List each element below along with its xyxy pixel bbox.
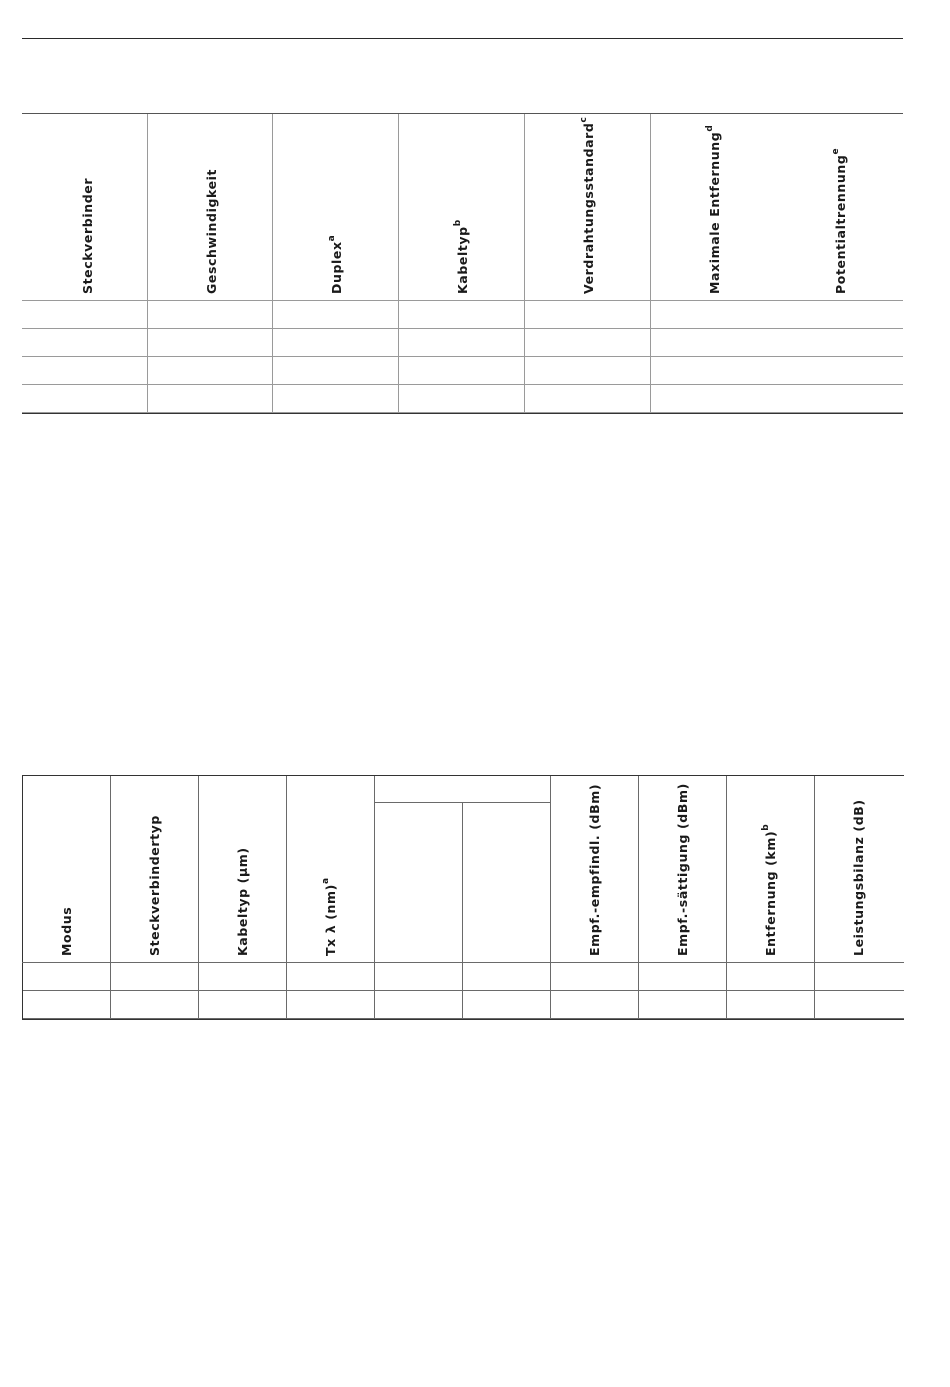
table-cell	[375, 991, 463, 1018]
header-kabeltyp: Kabeltyp$^b$	[452, 219, 470, 294]
header-tx-lambda: Tx λ (nm)$^a$	[320, 877, 338, 956]
table-row	[23, 963, 904, 992]
table-cell	[148, 357, 273, 385]
table-cell	[463, 963, 550, 990]
header-entfernung-km: Entfernung (km)$^b$	[760, 823, 778, 956]
optical-spec-table	[22, 775, 904, 1020]
table-row	[22, 385, 903, 414]
top-rule	[22, 38, 903, 39]
table-cell	[287, 963, 375, 991]
table-cell	[525, 385, 651, 413]
table-cell	[399, 329, 525, 357]
table-cell	[525, 301, 651, 329]
table-cell	[199, 963, 287, 991]
header-cell	[273, 114, 399, 301]
table-cell	[23, 991, 111, 1019]
table-cell	[22, 357, 148, 385]
table-cell	[651, 385, 903, 413]
table-cell	[551, 963, 639, 991]
table-row	[22, 357, 903, 385]
header-subcell-1	[375, 803, 463, 962]
header-steckverbindertyp: Steckverbindertyp	[146, 815, 162, 956]
table-cell	[639, 991, 727, 1019]
header-empf-saettigung: Empf.-sättigung (dBm)	[674, 783, 690, 956]
table-cell	[23, 963, 111, 991]
table-cell	[551, 991, 639, 1019]
table-cell	[375, 963, 463, 990]
table-cell	[525, 357, 651, 385]
header-cell	[22, 114, 148, 301]
table-header-row	[23, 776, 904, 963]
header-cell	[287, 776, 375, 963]
table-header-row	[22, 114, 903, 301]
table-cell	[22, 329, 148, 357]
header-modus: Modus	[59, 906, 74, 956]
table-cell	[525, 329, 651, 357]
header-cell	[815, 776, 904, 963]
header-potentialtrennung: Potentialtrennung$^e$	[830, 147, 848, 294]
header-cell	[23, 776, 111, 963]
header-cell	[551, 776, 639, 963]
table-cell	[651, 301, 903, 329]
table-cell	[148, 385, 273, 413]
header-geschwindigkeit: Geschwindigkeit	[204, 168, 219, 294]
table-cell	[463, 991, 550, 1018]
table-cell	[273, 301, 399, 329]
table-cell	[273, 329, 399, 357]
header-cell	[651, 114, 777, 301]
table-row	[23, 991, 904, 1020]
table-cell	[148, 301, 273, 329]
header-cell	[639, 776, 727, 963]
table-cell	[287, 991, 375, 1019]
header-cell	[399, 114, 525, 301]
table-cell	[273, 357, 399, 385]
table-cell	[148, 329, 273, 357]
table-cell	[22, 385, 148, 413]
table-cell-pair	[375, 991, 551, 1019]
table-cell	[273, 385, 399, 413]
header-cell	[777, 114, 903, 301]
header-cell	[727, 776, 815, 963]
header-verdrahtungsstandard: Verdrahtungsstandard$^c$	[578, 116, 596, 294]
table-cell	[727, 963, 815, 991]
table-cell	[727, 991, 815, 1019]
header-group-top	[375, 776, 550, 803]
header-subcell-2	[463, 803, 550, 962]
header-cell	[111, 776, 199, 963]
header-leistungsbilanz: Leistungsbilanz (dB)	[850, 799, 866, 956]
table-cell	[199, 991, 287, 1019]
header-duplex: Duplex$^a$	[326, 234, 344, 294]
header-group-cell	[375, 776, 551, 963]
table-cell	[651, 329, 903, 357]
table-cell	[651, 357, 903, 385]
table-cell	[111, 963, 199, 991]
table-row	[22, 301, 903, 330]
header-steckverbinder: Steckverbinder	[80, 177, 95, 294]
table-cell	[22, 301, 148, 329]
table-cell	[399, 385, 525, 413]
header-cell	[148, 114, 273, 301]
table-cell	[639, 963, 727, 991]
table-cell	[399, 301, 525, 329]
header-cell	[199, 776, 287, 963]
table-cell	[815, 963, 904, 991]
header-cell	[525, 114, 651, 301]
connector-spec-table	[22, 113, 903, 414]
table-cell	[111, 991, 199, 1019]
table-cell	[815, 991, 904, 1019]
table-cell	[399, 357, 525, 385]
header-kabeltyp-um: Kabeltyp (µm)	[234, 847, 250, 956]
table-row	[22, 329, 903, 357]
header-empf-empfindl: Empf.-empfindl. (dBm)	[586, 783, 602, 956]
table-cell-pair	[375, 963, 551, 991]
header-maximale-entfernung: Maximale Entfernung$^d$	[704, 124, 722, 294]
